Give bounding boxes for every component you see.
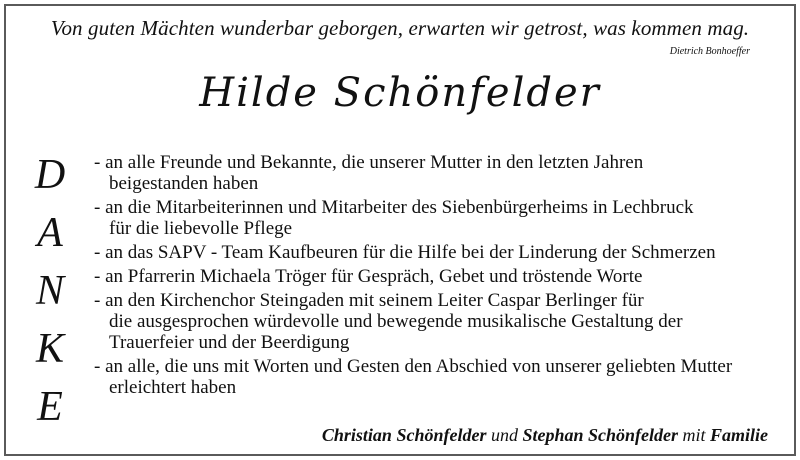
thanks-line: erleichtert haben [109, 377, 237, 398]
thanks-line: - an alle Freunde und Bekannte, die unserer Mutter in den letzten Jahren [94, 152, 644, 173]
danke-letter: E [37, 384, 63, 430]
thanks-item [94, 356, 774, 398]
thanks-item [94, 242, 774, 263]
thanks-line: - an den Kirchenchor Steingaden mit seinem Leiter Caspar Berlinger für [94, 290, 644, 311]
danke-column [30, 146, 70, 436]
thanks-line: Trauerfeier und der Beerdigung [109, 332, 350, 353]
signature-with: mit [682, 425, 706, 445]
thanks-item [94, 290, 774, 353]
signature-and: und [490, 425, 518, 445]
thanks-line: beigestanden haben [109, 173, 259, 194]
thanks-line: für die liebevolle Pflege [109, 218, 293, 239]
signature-name-1: Christian Schönfelder [321, 425, 487, 445]
motto-text: Von guten Mächten wunderbar geborgen, erwarten wir getrost, was kommen mag. [50, 16, 750, 40]
thanks-line: - an die Mitarbeiterinnen und Mitarbeiter des Siebenbürgerheims in Lechbruck [94, 197, 694, 218]
thanks-line: - an alle, die uns mit Worten und Gesten den Abschied von unserer geliebten Mutter [94, 356, 733, 377]
thanks-item [94, 266, 774, 287]
deceased-name: Hilde Schönfelder [199, 70, 601, 116]
signature-family: Familie [710, 425, 768, 445]
thanks-line: - an Pfarrerin Michaela Tröger für Gespräch, Gebet und tröstende Worte [94, 266, 643, 287]
danke-letter: A [37, 210, 63, 256]
thanks-line: - an das SAPV - Team Kaufbeuren für die Hilfe bei der Linderung der Schmerzen [94, 242, 716, 263]
thanks-list [94, 152, 774, 401]
danke-letter: N [35, 268, 64, 314]
danke-letter: K [35, 326, 64, 372]
notice-frame [4, 4, 796, 456]
signature [322, 425, 768, 446]
thanks-item [94, 152, 774, 194]
motto-author: Dietrich Bonhoeffer [669, 46, 750, 57]
signature-name-2: Stephan Schönfelder [522, 425, 678, 445]
thanks-line: die ausgesprochen würdevolle und bewegende musikalische Gestaltung der [109, 311, 683, 332]
thanks-item [94, 197, 774, 239]
danke-letter: D [34, 152, 66, 198]
